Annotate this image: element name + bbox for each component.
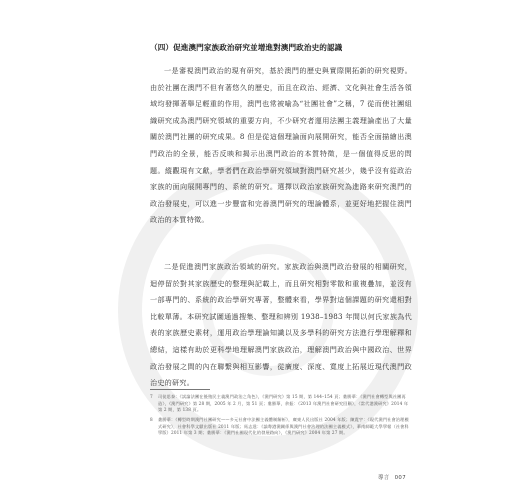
footnote-7 — [150, 394, 412, 414]
footnote-number: 8 — [150, 417, 153, 422]
footnote-text: 司徒思泰：《試論法團在後殖民主義澳門政治之角色》，《澳門研究》第 15 期，第 144–154 頁；婁勝華：《澳門社會轉型與社團再造》，《澳門研究》第 28 期，2005 年 2 月，第 51 頁；婁勝華，余振：《2013 年澳門社會研究回顧》，《當代港澳研究》2014 年第 2 期，第 138 頁。 — [158, 394, 409, 413]
footnote-text: 婁勝華：《轉型時期澳門社團研究——多元社會中法團主義體制解析》，廣東人民出版社 2004 年版；陳震宇：《現代澳門社會治理模式研究》，社會科學文獻出版社 2011 年版；馬志達：《論粵港澳關係與澳門社會治理的法團主義模式》，華南師範大學學報（社會科學版）2011 年第 3 期；婁勝華：《澳門社團現代化的發展路向》，《澳門研究》2004 年第 27 期。 — [158, 417, 409, 436]
page-footer — [378, 473, 418, 481]
page-number: 007 — [394, 475, 407, 481]
body-paragraph-2: 二是促進澳門家族政治領域的研究。家族政治與澳門政治發展的相關研究，迴停留於對其家族歷史的整理與記載上，而且研究相對零散和重複疊加，並沒有一部專門的、系統的政治學研究專著，整體來看，學界對這個課題的研究還相對比較單薄。本研究試圖通過搜集、整理和辨別 1938–1983 年間以何氏家族為代表的家族歷史素材，運用政治學理論知識以及多學科的研究方法進行學理解釋和總結，這樣有助於更科學地理解澳門家族政治，理解澳門政治與中國政治、世界政治發展之間的內在聯繫與相互影響，從廣度、深度、寬度上拓展近現代澳門政治史的研究。 — [150, 262, 412, 388]
footer-section-label: 導言 — [378, 475, 390, 481]
footnote-8 — [150, 417, 412, 437]
footnote-number: 7 — [150, 394, 153, 399]
footnote-divider — [150, 389, 210, 390]
section-heading: （四）促進澳門家族政治研究並增進對澳門政治史的認識 — [150, 43, 343, 53]
body-paragraph-1: 一是審視澳門政治的現有研究，基於澳門的歷史與實際開拓新的研究視野。由於社團在澳門不但有著悠久的歷史，而且在政治、經濟、文化與社會生活各領域均發揮著舉足輕重的作用，澳門也常被喻為“社團社會”之稱，7 從而使社團組織研究成為澳門研究領域的重要方向，不少研究者運用法團主義理論產出了大量關於澳門社團的研究成果。8 但是從這個理論面向展開研究，能否全面描繪出澳門政治的全景，能否反映和揭示出澳門政治的本質特徵，是一個值得反思的問題。縱觀現有文獻，學者們在政治學研究領域對澳門研究甚少，幾乎沒有從政治家族的面向展開專門的、系統的研究。選擇以政治家族研究為進路來研究澳門的政治發展史，可以進一步豐富和完善澳門研究的理論體系，並更好地把握住澳門政治的本質特徵。 — [150, 66, 412, 225]
